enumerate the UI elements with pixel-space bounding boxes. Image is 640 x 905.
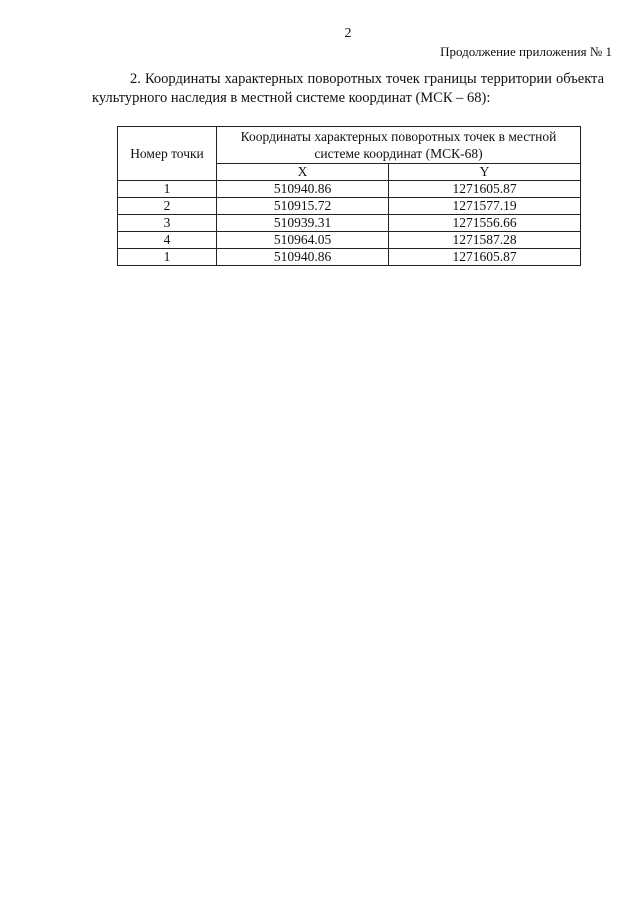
cell-point: 1 [118,181,217,198]
table-row [118,249,581,266]
cell-x: 510939.31 [217,215,389,232]
cell-x: 510964.05 [217,232,389,249]
header-point-number: Номер точки [118,127,217,181]
cell-point: 1 [118,249,217,266]
table-row [118,215,581,232]
table-row [118,198,581,215]
cell-x: 510940.86 [217,249,389,266]
cell-x: 510940.86 [217,181,389,198]
cell-point: 4 [118,232,217,249]
header-y: Y [389,164,581,181]
header-x: X [217,164,389,181]
cell-x: 510915.72 [217,198,389,215]
cell-y: 1271577.19 [389,198,581,215]
cell-point: 3 [118,215,217,232]
appendix-note: Продолжение приложения № 1 [440,44,612,59]
page-number: 2 [344,26,352,41]
cell-y: 1271605.87 [389,181,581,198]
coordinates-table [117,126,581,266]
table-header-row [118,127,581,164]
cell-y: 1271605.87 [389,249,581,266]
cell-y: 1271556.66 [389,215,581,232]
table-row [118,181,581,198]
intro-paragraph: 2. Координаты характерных поворотных точек границы территории объекта культурного наследия в местной системе координат (МСК – 68): [92,71,604,106]
cell-point: 2 [118,198,217,215]
cell-y: 1271587.28 [389,232,581,249]
table-row [118,232,581,249]
header-coordinates-group: Координаты характерных поворотных точек в местной системе координат (МСК-68) [217,127,581,164]
